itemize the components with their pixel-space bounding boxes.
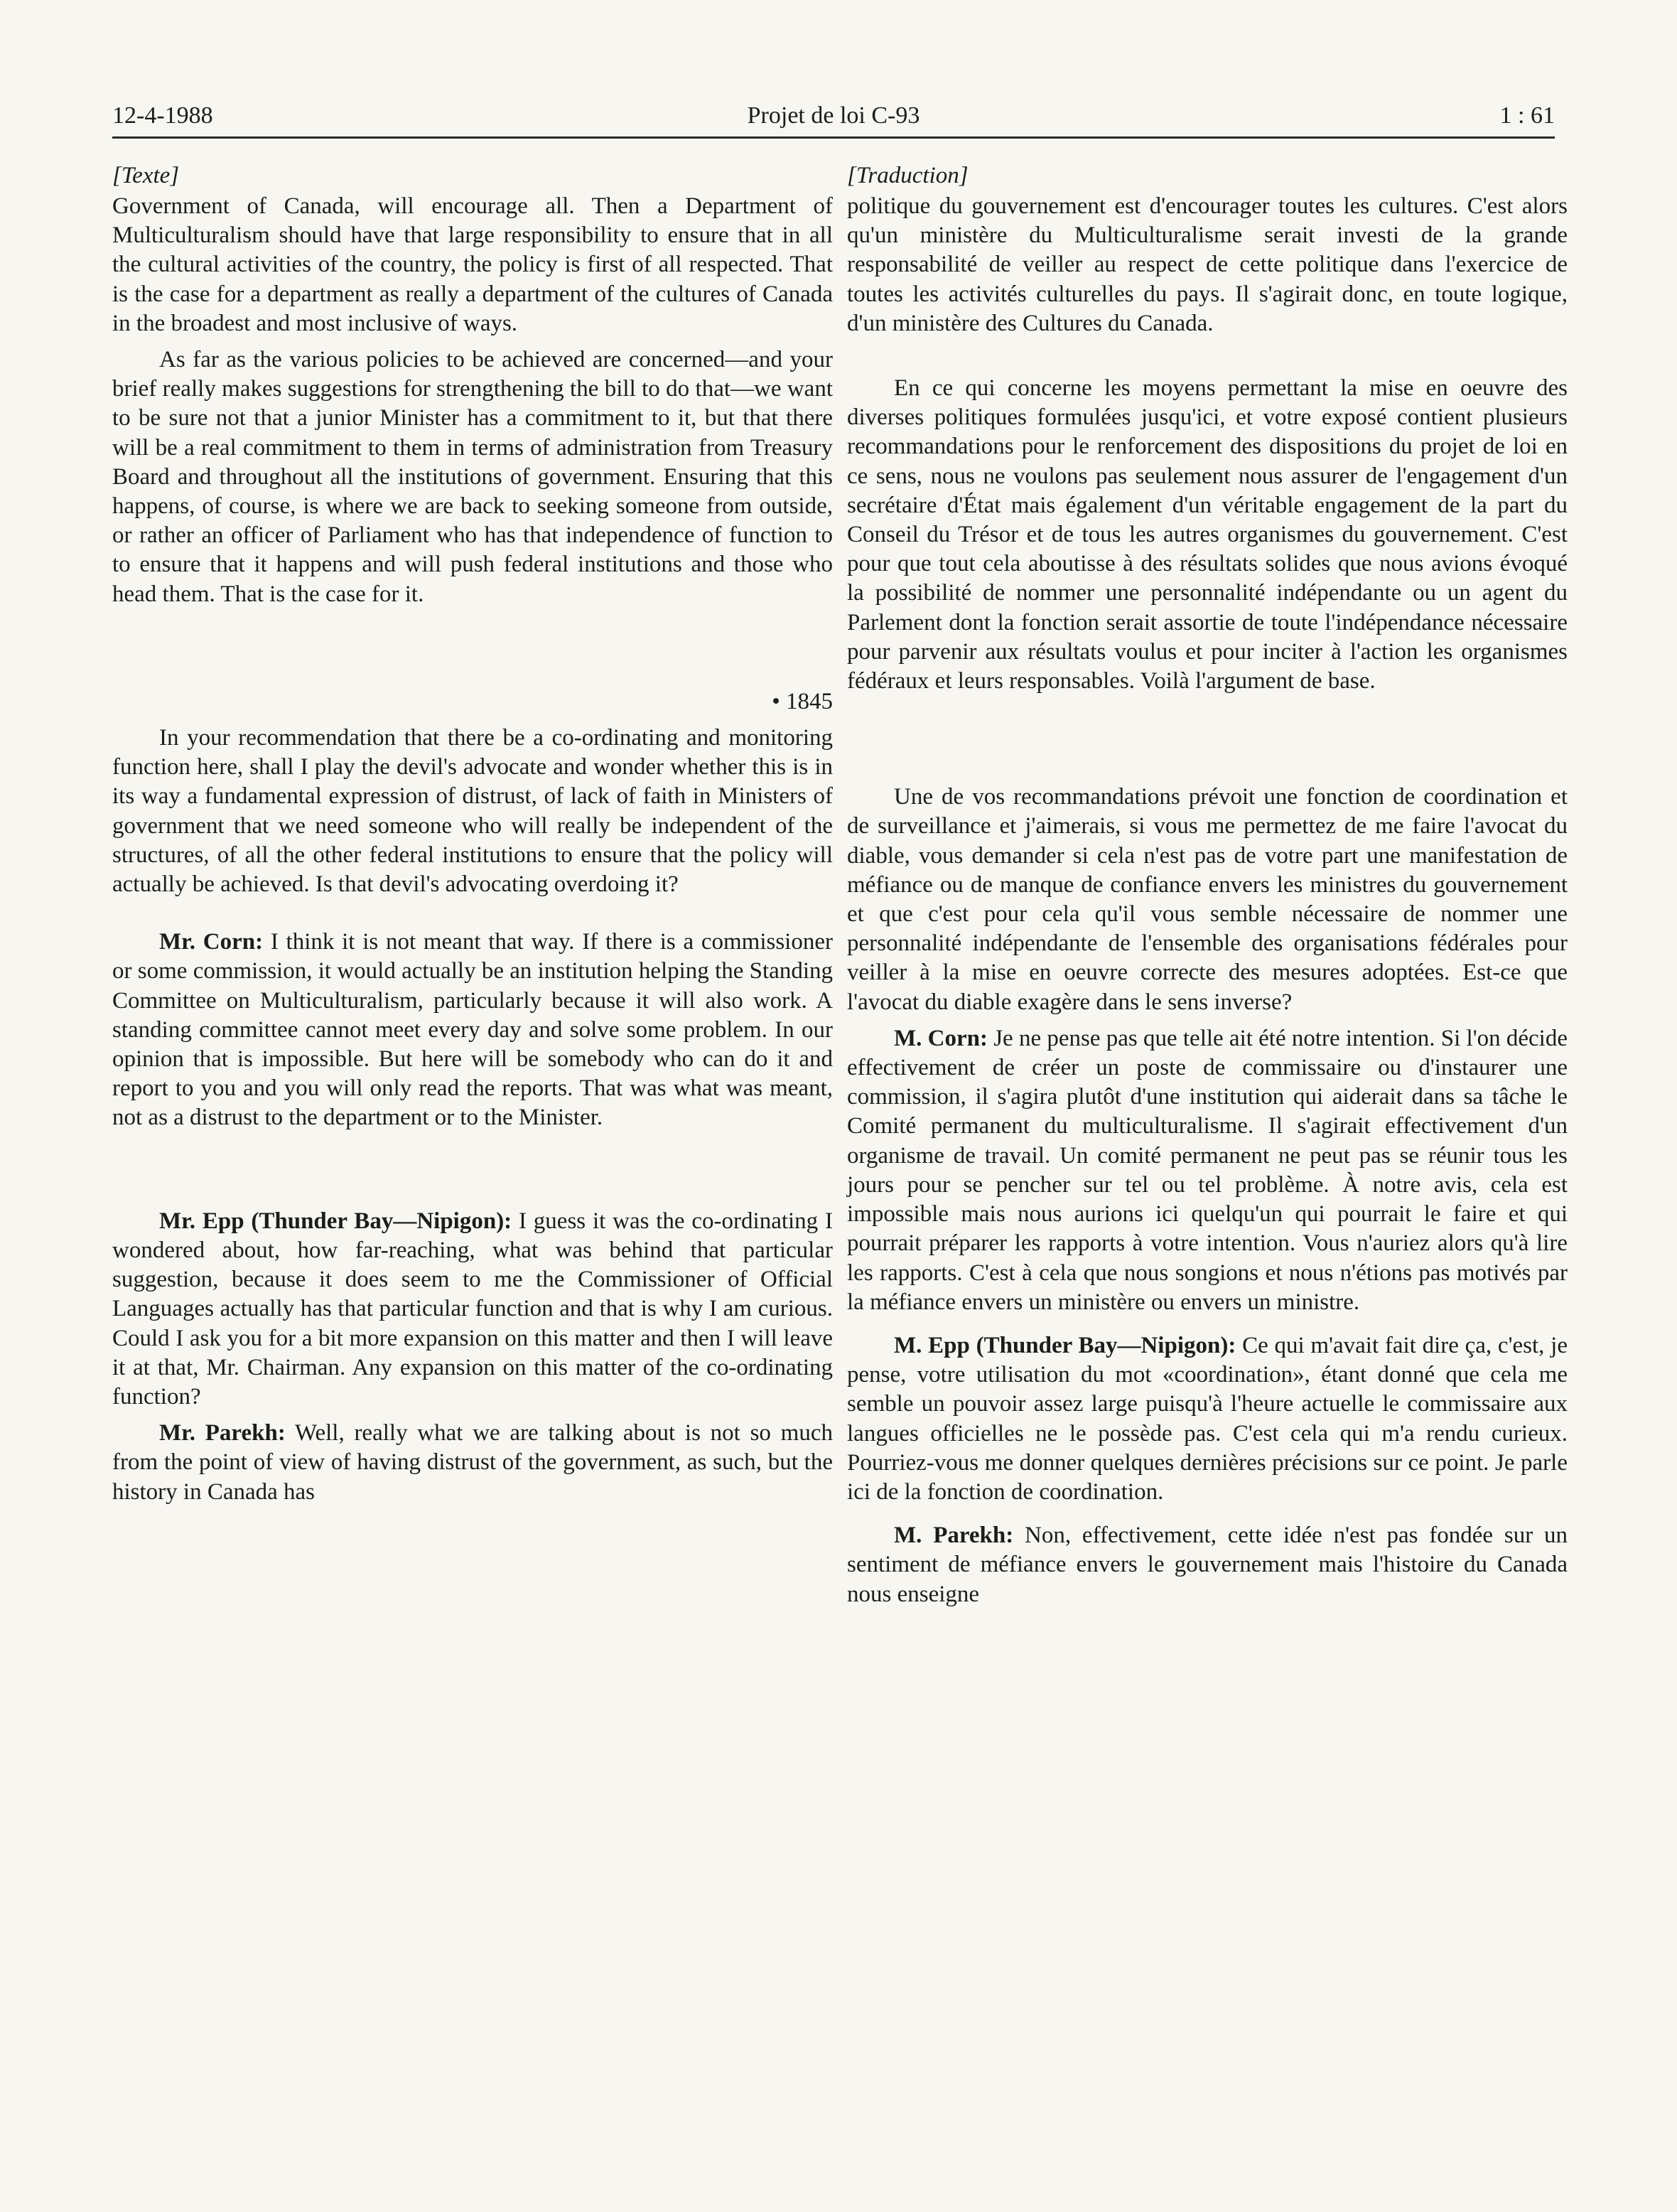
speaker-epp: Mr. Epp (Thunder Bay—Nipigon): bbox=[159, 1208, 512, 1234]
right-paragraph-corn bbox=[847, 1024, 1568, 1317]
header-title: Projet de loi C-93 bbox=[747, 102, 920, 129]
header-rule bbox=[112, 136, 1555, 139]
left-epp-text: I guess it was the co-ordinating I wondered about, how far-reaching, what was behind that particular suggestion, because it does seem to me the Commissioner of Official Languages actually has that particular function and that is why I am curious. Could I ask you for a bit more expansion on this matter and then I will leave it at that, Mr. Chairman. Any expansion on this matter of the co-ordinating function? bbox=[112, 1208, 833, 1410]
left-paragraph-2: As far as the various policies to be achieved are concerned—and your brief really makes suggestions for strengthening the bill to do that—we want to be sure not that a junior Minister has a commitment to it, but that there will be a real commitment to them in terms of administration from Treasury Board and throughout all the institutions of government. Ensuring that this happens, of course, is where we are back to seeking someone from outside, or rather an officer of Parliament who has that independence of function to to ensure that it happens and will push federal institutions and those who head them. That is the case for it. bbox=[112, 347, 833, 607]
right-column-french bbox=[847, 161, 1568, 1609]
right-paragraph-epp bbox=[847, 1331, 1568, 1507]
header-date: 12-4-1988 bbox=[112, 102, 213, 129]
left-paragraph-3: In your recommendation that there be a co-ordinating and monitoring function here, shall I play the devil's advocate and wonder whether this is in its way a fundamental expression of distrust, of lack of faith in Ministers of government that we need someone who will really be independent of the structures, of all the other federal institutions to ensure that the policy will actually be achieved. Is that devil's advocating overdoing it? bbox=[112, 725, 833, 898]
left-paragraph-corn bbox=[112, 928, 833, 1132]
left-paragraph-1: Government of Canada, will encourage all. Then a Department of Multiculturalism should have that large responsibility to ensure that in all the cultural activities of the country, the policy is first of all respected. That is the case for a department as really a department of the cultures of Canada in the broadest and most inclusive of ways. bbox=[112, 193, 833, 336]
speaker-m-corn: M. Corn: bbox=[894, 1025, 988, 1051]
right-parekh-text: Non, effectivement, cette idée n'est pas fondée sur un sentiment de méfiance envers le gouvernement mais l'histoire du Canada nous enseigne bbox=[847, 1523, 1568, 1607]
header-page-number: 1 : 61 bbox=[1499, 102, 1555, 129]
left-paragraph-epp bbox=[112, 1207, 833, 1412]
page-header bbox=[112, 101, 1555, 135]
left-column-english bbox=[112, 161, 833, 1507]
speaker-m-epp: M. Epp (Thunder Bay—Nipigon): bbox=[894, 1332, 1236, 1358]
time-marker: • 1845 bbox=[772, 688, 833, 714]
right-paragraph-parekh bbox=[847, 1521, 1568, 1609]
left-parekh-text: Well, really what we are talking about is not so much from the point of view of having distrust of the government, as such, but the history in Canada has bbox=[112, 1420, 833, 1505]
speaker-m-parekh: M. Parekh: bbox=[894, 1523, 1014, 1549]
right-paragraph-3: Une de vos recommandations prévoit une fonction de coordination et de surveillance et j'aimerais, si vous me permettez de me faire l'avocat du diable, vous demander si cela n'est pas de votre part une manifestation de méfiance ou de manque de confiance envers les ministres du gouvernement et que c'est pour cela qu'il vous semble nécessaire de nommer une personnalité indépendante de l'ensemble des organisations fédérales pour veiller à la mise en oeuvre correcte des mesures adoptées. Est-ce que l'avocat du diable exagère dans le sens inverse? bbox=[847, 784, 1568, 1015]
right-epp-text: Ce qui m'avait fait dire ça, c'est, je pense, votre utilisation du mot «coordination», étant donné que cela me semble un pouvoir assez large puisqu'à l'heure actuelle le commissaire aux langues officielles ne le possède pas. C'est cela qui m'a rendu curieux. Pourriez-vous me donner quelques dernières précisions sur ce point. Je parle ici de la fonction de coordination. bbox=[847, 1332, 1568, 1505]
speaker-parekh: Mr. Parekh: bbox=[159, 1420, 286, 1446]
right-paragraph-2: En ce qui concerne les moyens permettant la mise en oeuvre des diverses politiques formulées jusqu'ici, et votre exposé contient plusieurs recommandations pour le renforcement des dispositions du projet de loi en ce sens, nous ne voulons pas seulement nous assurer de l'engagement d'un secrétaire d'État mais également d'un véritable engagement de la part du Conseil du Trésor et de tous les autres organismes du gouvernement. C'est pour que tout cela aboutisse à des résultats solides que nous avions évoqué la possibilité de nommer une personnalité indépendante ou un agent du Parlement dont la fonction serait assortie de toute l'indépendance nécessaire pour parvenir aux résultats voulus et pour inciter à l'action les organismes fédéraux et leurs responsables. Voilà l'argument de base. bbox=[847, 375, 1568, 694]
left-corn-text: I think it is not meant that way. If there is a commissioner or some commission, it would actually be an institution helping the Standing Committee on Multiculturalism, particularly because it will also work. A standing committee cannot meet every day and solve some problem. In our opinion that is impossible. But here will be somebody who can do it and report to you and you will only read the reports. That was what was meant, not as a distrust to the department or to the Minister. bbox=[112, 929, 833, 1131]
left-paragraph-parekh bbox=[112, 1419, 833, 1507]
speaker-corn: Mr. Corn: bbox=[159, 929, 264, 955]
section-tag-texte: [Texte] bbox=[112, 163, 180, 188]
right-paragraph-1: politique du gouvernement est d'encourager toutes les cultures. C'est alors qu'un ministère du Multiculturalisme serait investi de la grande responsabilité de veiller au respect de cette politique dans l'exercice de toutes les activités culturelles du pays. Il s'agirait donc, en toute logique, d'un ministère des Cultures du Canada. bbox=[847, 193, 1568, 336]
right-corn-text: Je ne pense pas que telle ait été notre intention. Si l'on décide effectivement de créer un poste de commissaire ou d'instaurer une commission, il s'agira plutôt d'une institution qui aiderait dans sa tâche le Comité permanent du multiculturalisme. Il s'agirait effectivement d'un organisme de travail. Un comité permanent ne peut pas se réunir tous les jours pour se pencher sur tel ou tel problème. À notre avis, cela est impossible mais nous aurions ici quelqu'un qui pourrait le faire et qui pourrait préparer les rapports à votre intention. Vous n'auriez alors qu'à lire les rapports. C'est à cela que nous songions et nous n'étions pas motivés par la méfiance envers un ministère ou envers un ministre. bbox=[847, 1025, 1568, 1315]
section-tag-traduction: [Traduction] bbox=[847, 163, 969, 188]
